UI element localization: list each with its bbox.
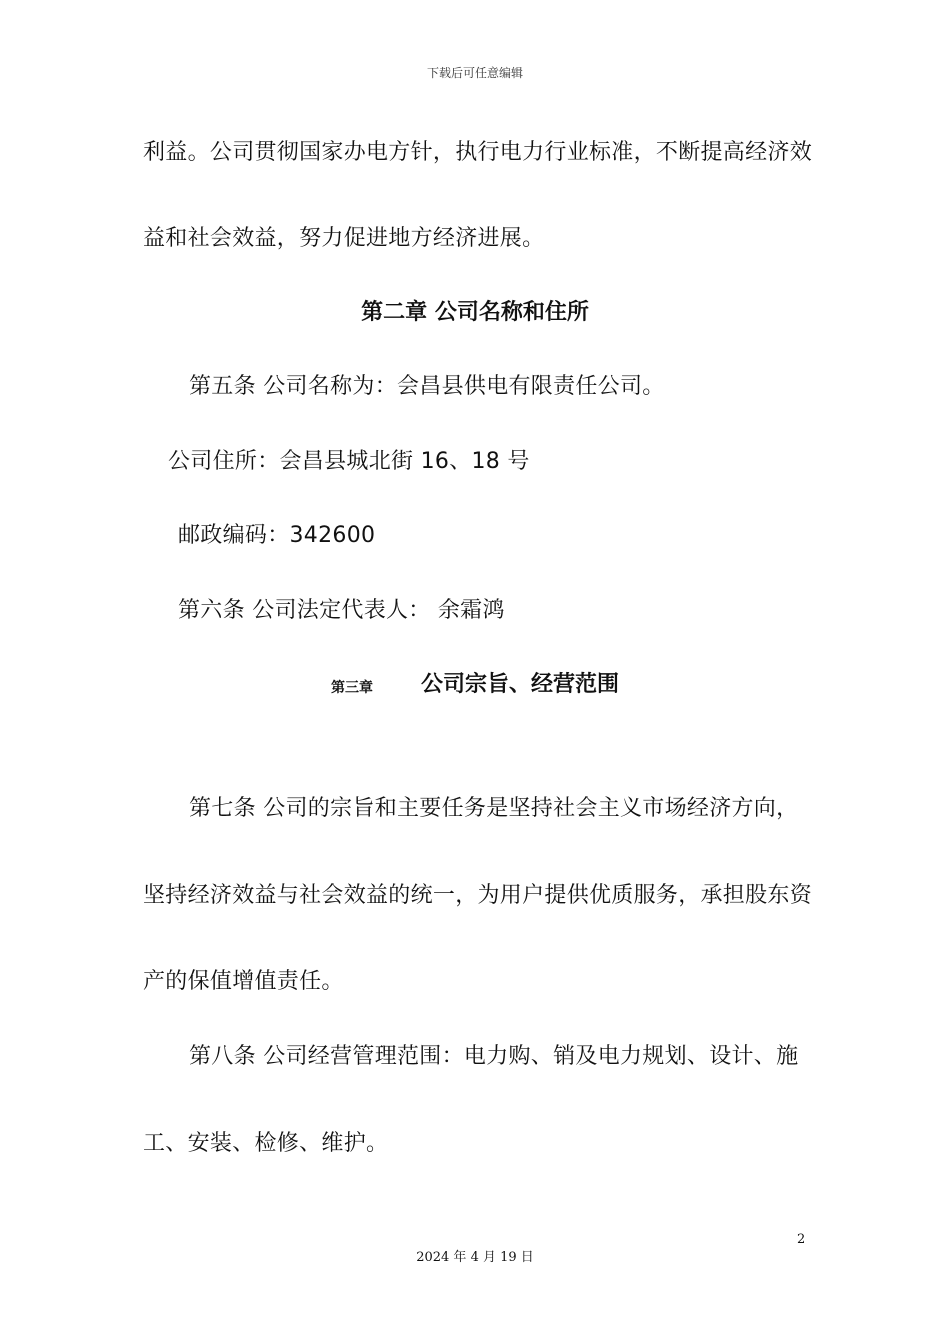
footer-date: 2024 年 4 月 19 日	[416, 1250, 534, 1265]
postal-code: 邮政编码：342600	[178, 523, 376, 548]
chapter-3-label: 第三章	[331, 680, 373, 696]
page-number: 2	[797, 1232, 806, 1247]
article-7-line: 坚持经济效益与社会效益的统一，为用户提供优质服务，承担股东资	[143, 883, 813, 908]
paragraph-line: 益和社会效益，努力促进地方经济进展。	[143, 226, 545, 251]
chapter-2-heading: 第二章 公司名称和住所	[361, 300, 589, 325]
paragraph-line: 利益。公司贯彻国家办电方针，执行电力行业标准，不断提高经济效	[143, 140, 813, 165]
article-7-line: 产的保值增值责任。	[143, 969, 344, 994]
article-5: 第五条 公司名称为：会昌县供电有限责任公司。	[189, 374, 665, 399]
article-7-line: 第七条 公司的宗旨和主要任务是坚持社会主义市场经济方向，	[189, 796, 799, 821]
article-8-line: 工、安装、检修、维护。	[143, 1131, 389, 1156]
company-address: 公司住所：会昌县城北街 16、18 号	[168, 449, 530, 474]
article-8-line: 第八条 公司经营管理范围：电力购、销及电力规划、设计、施	[189, 1044, 799, 1069]
chapter-3-heading: 公司宗旨、经营范围	[421, 672, 620, 697]
header-note: 下载后可任意编辑	[426, 66, 523, 80]
article-6: 第六条 公司法定代表人： 余霜鸿	[178, 598, 505, 623]
